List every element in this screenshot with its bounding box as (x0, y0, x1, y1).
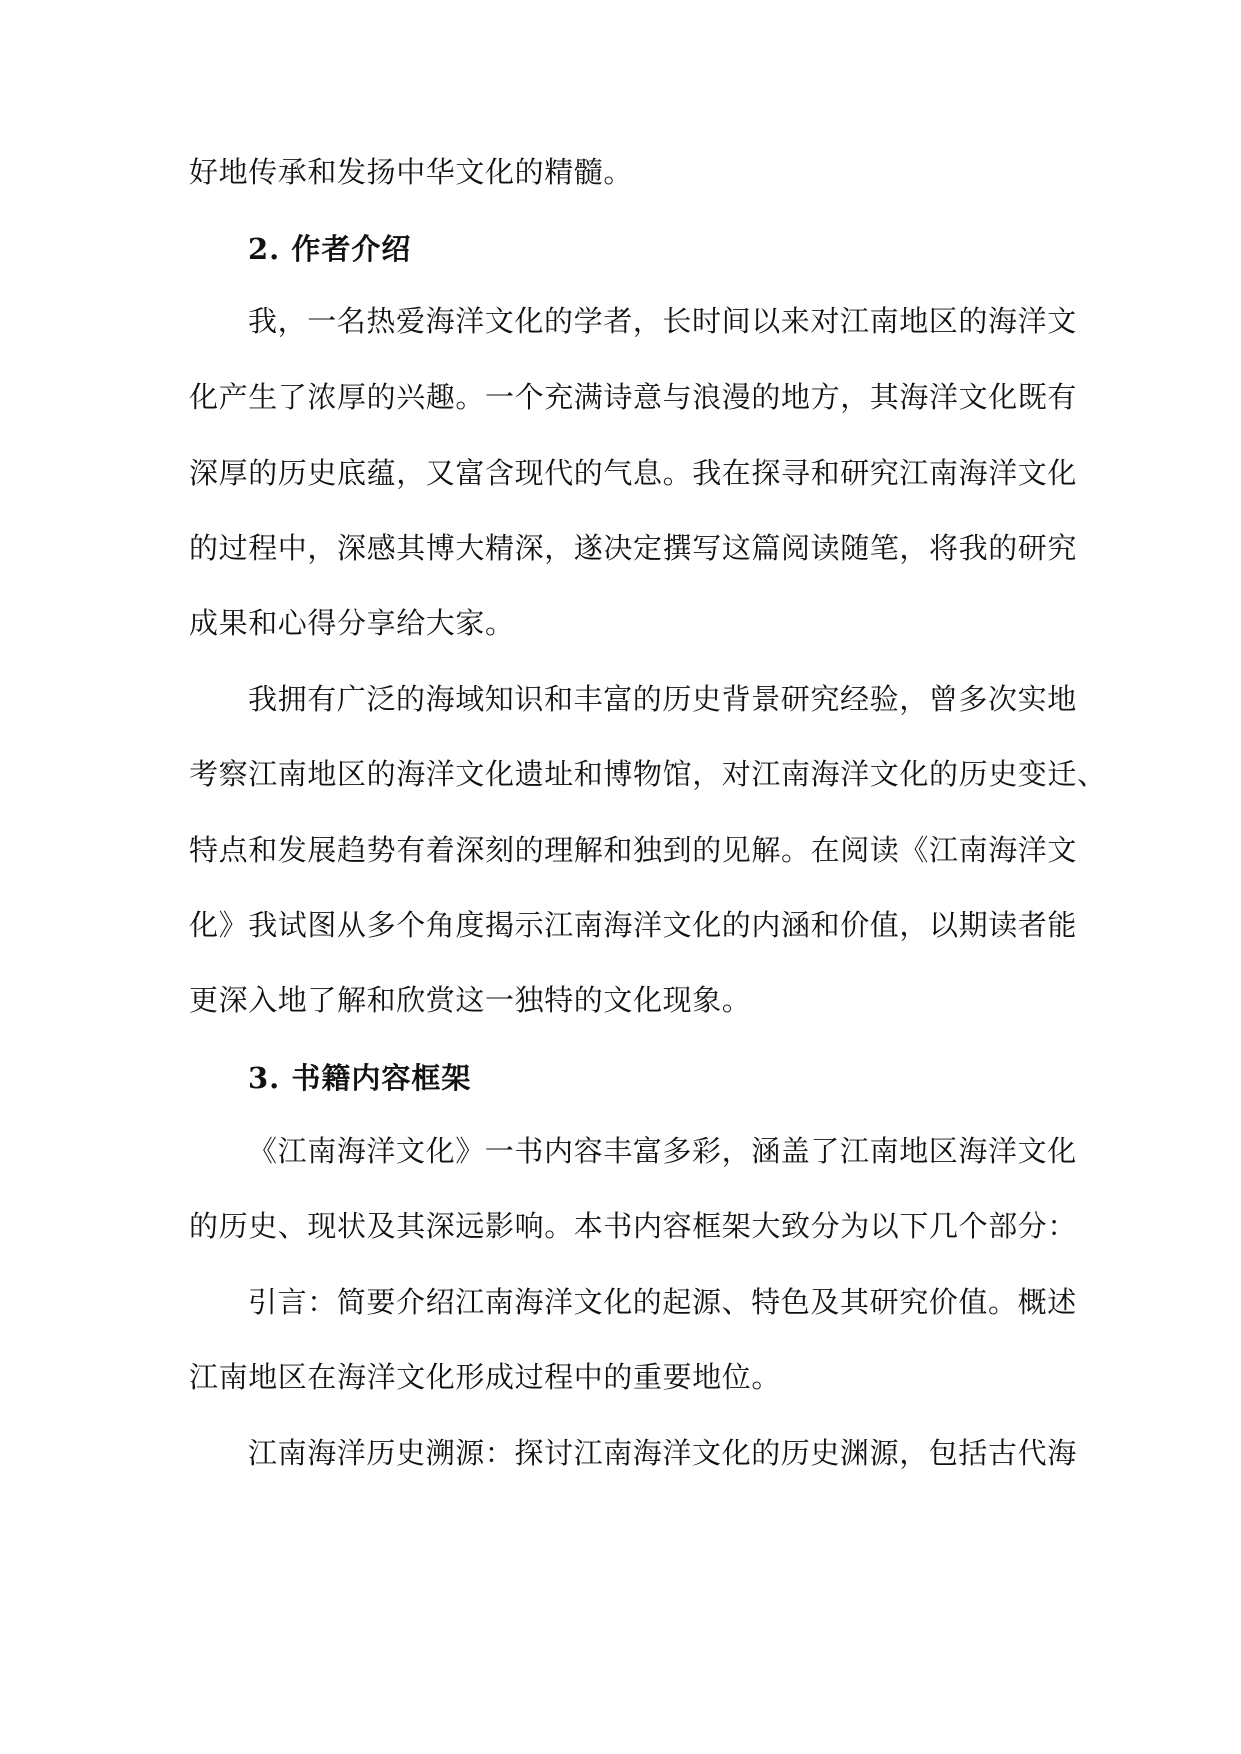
paragraph-line: 我拥有广泛的海域知识和丰富的历史背景研究经验，曾多次实地 (248, 682, 1077, 716)
paragraph-line: 引言：简要介绍江南海洋文化的起源、特色及其研究价值。概述 (248, 1285, 1077, 1319)
paragraph-line: 江南地区在海洋文化形成过程中的重要地位。 (189, 1360, 782, 1394)
paragraph-line: 我，一名热爱海洋文化的学者，长时间以来对江南地区的海洋文 (248, 304, 1077, 338)
paragraph-line: 江南海洋历史溯源：探讨江南海洋文化的历史渊源，包括古代海 (248, 1436, 1077, 1470)
section-heading-author: 2. 作者介绍 (248, 232, 412, 266)
paragraph-line: 特点和发展趋势有着深刻的理解和独到的见解。在阅读《江南海洋文 (189, 833, 1078, 867)
paragraph-line: 化》我试图从多个角度揭示江南海洋文化的内涵和价值，以期读者能 (189, 908, 1078, 942)
section-heading-book-framework: 3. 书籍内容框架 (248, 1061, 472, 1095)
paragraph-line: 更深入地了解和欣赏这一独特的文化现象。 (189, 983, 752, 1017)
paragraph-line: 的过程中，深感其博大精深，遂决定撰写这篇阅读随笔，将我的研究 (189, 531, 1078, 565)
paragraph-line: 考察江南地区的海洋文化遗址和博物馆，对江南海洋文化的历史变迁、 (189, 757, 1107, 791)
paragraph-line: 的历史、现状及其深远影响。本书内容框架大致分为以下几个部分： (189, 1209, 1078, 1243)
paragraph-line: 《江南海洋文化》一书内容丰富多彩，涵盖了江南地区海洋文化 (248, 1134, 1077, 1168)
paragraph-line: 好地传承和发扬中华文化的精髓。 (189, 155, 634, 189)
paragraph-line: 化产生了浓厚的兴趣。一个充满诗意与浪漫的地方，其海洋文化既有 (189, 380, 1078, 414)
paragraph-line: 成果和心得分享给大家。 (189, 606, 515, 640)
paragraph-line: 深厚的历史底蕴，又富含现代的气息。我在探寻和研究江南海洋文化 (189, 456, 1078, 490)
